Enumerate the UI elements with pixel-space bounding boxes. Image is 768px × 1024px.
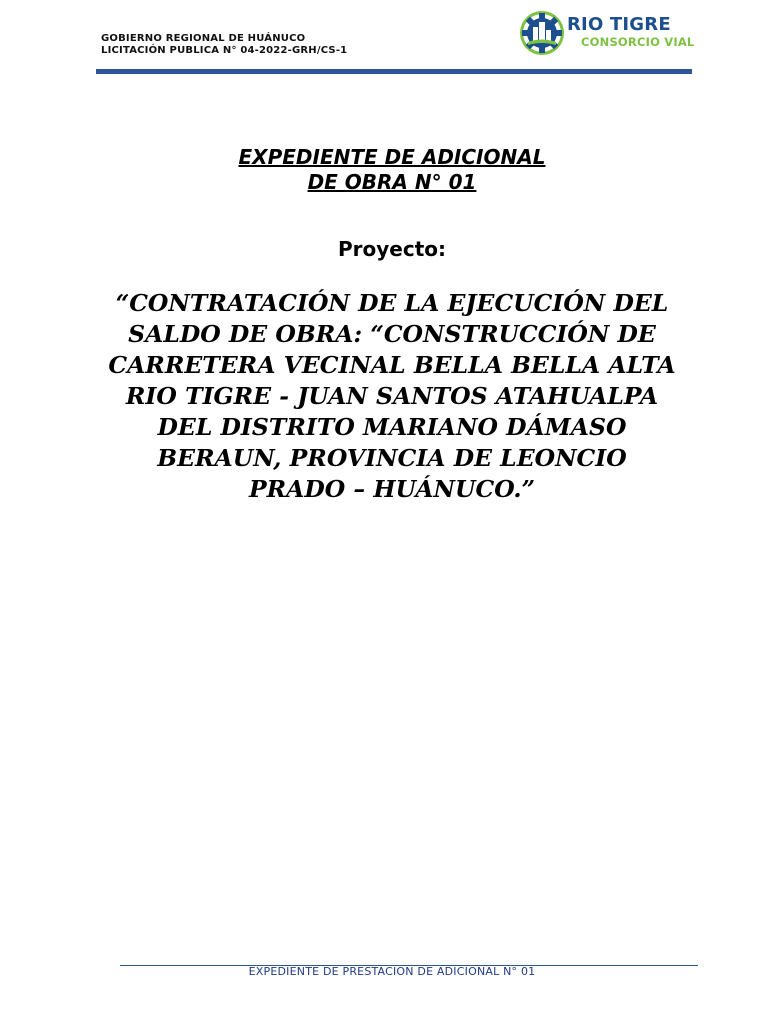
header-divider (96, 69, 692, 74)
project-name: “CONTRATACIÓN DE LA EJECUCIÓN DEL SALDO DE OBRA: “CONSTRUCCIÓN DE CARRETERA VECINAL BELLA BELLA ALTA RIO TIGRE - JUAN SANTOS ATAHUALPA DEL DISTRITO MARIANO DÁMASO BERAUN, PROVINCIA DE LEONCIO PRADO – HUÁNUCO.” (108, 289, 676, 503)
document-title: EXPEDIENTE DE ADICIONAL DE OBRA N° 01 (238, 145, 546, 194)
document-header (101, 33, 347, 57)
logo-name: RIO TIGRE (567, 14, 671, 35)
header-line-tender: LICITACIÓN PUBLICA N° 04-2022-GRH/CS-1 (101, 45, 348, 56)
header-line-government: GOBIERNO REGIONAL DE HUÁNUCO (101, 33, 306, 44)
page-footer: EXPEDIENTE DE PRESTACION DE ADICIONAL N° 01 (248, 965, 536, 978)
logo-tagline: CONSORCIO VIAL (581, 35, 695, 49)
project-label: Proyecto: (337, 237, 447, 261)
